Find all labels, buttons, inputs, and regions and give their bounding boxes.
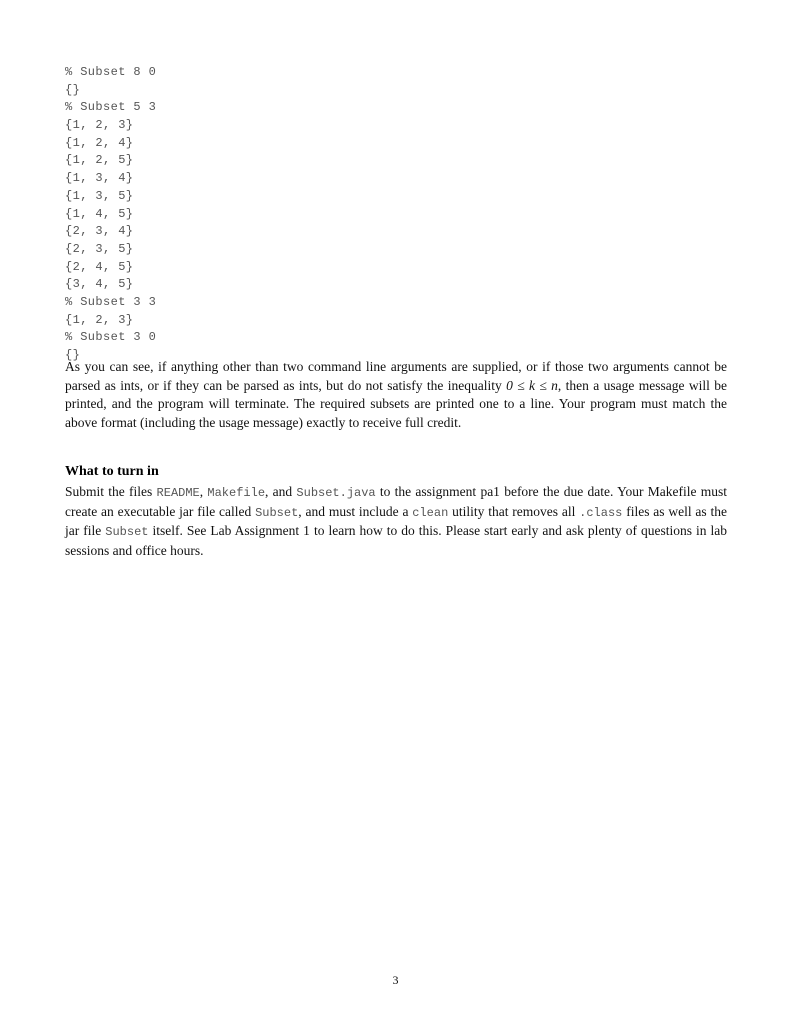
jar-name: Subset: [255, 505, 299, 520]
code-line: {3, 4, 5}: [65, 277, 134, 292]
explanation-text: , then a usage message will be printed, and the program will terminate. The required subsets are printed one to a line. Your program must match the above format (including the usage message) exactly to receive full credit.: [65, 377, 728, 430]
turn-in-text: files as well as the jar file: [65, 503, 727, 538]
code-line: % Subset 3 0: [65, 330, 157, 345]
turn-in-text: utility that removes all: [448, 503, 580, 519]
filename-subset-java: Subset.java: [296, 486, 376, 500]
code-line: {}: [65, 82, 81, 97]
filename-readme: README: [156, 486, 200, 500]
code-line: {2, 3, 5}: [65, 241, 134, 256]
turn-in-text: , and: [265, 484, 297, 499]
page-number: 3: [392, 973, 399, 987]
code-line: % Subset 5 3: [65, 100, 157, 115]
code-line: {1, 3, 5}: [65, 188, 134, 203]
inequality-math: 0 ≤ k ≤ n: [506, 377, 558, 393]
turn-in-text: , and must include a: [298, 503, 413, 519]
code-line: {1, 2, 3}: [65, 312, 134, 327]
code-line: {1, 3, 4}: [65, 171, 134, 186]
code-line: {}: [65, 348, 81, 362]
code-line: {1, 2, 3}: [65, 118, 134, 133]
example-session-output: [65, 64, 156, 365]
turn-in-text: to the assignment pa1 before the due date. Your Makefile must create an executable jar file called: [65, 484, 727, 519]
code-line: {2, 4, 5}: [65, 259, 134, 274]
filename-makefile: Makefile: [207, 486, 266, 500]
section-heading: What to turn in: [65, 464, 159, 479]
turn-in-text: itself. See Lab Assignment 1 to learn how to do this. Please start early and ask plenty of questions in lab sessions and office hours.: [65, 523, 727, 558]
explanation-text: As you can see, if anything other than two command line arguments are supplied, or if those two arguments cannot be parsed as ints, or if they can be parsed as ints, but do not satisfy the inequality: [65, 359, 727, 393]
turn-in-text: Submit the files: [65, 484, 157, 499]
code-line: % Subset 8 0: [65, 65, 157, 79]
code-line: {2, 3, 4}: [65, 224, 134, 239]
class-extension: .class: [579, 505, 623, 520]
turn-in-paragraph: [65, 483, 727, 560]
jar-name: Subset: [105, 525, 149, 539]
code-line: {1, 2, 5}: [65, 153, 134, 168]
code-line: % Subset 3 3: [65, 294, 157, 309]
code-line: {1, 4, 5}: [65, 206, 134, 221]
code-line: {1, 2, 4}: [65, 135, 134, 150]
turn-in-text: ,: [199, 484, 208, 499]
clean-target: clean: [412, 505, 449, 520]
explanation-paragraph: [65, 358, 727, 432]
